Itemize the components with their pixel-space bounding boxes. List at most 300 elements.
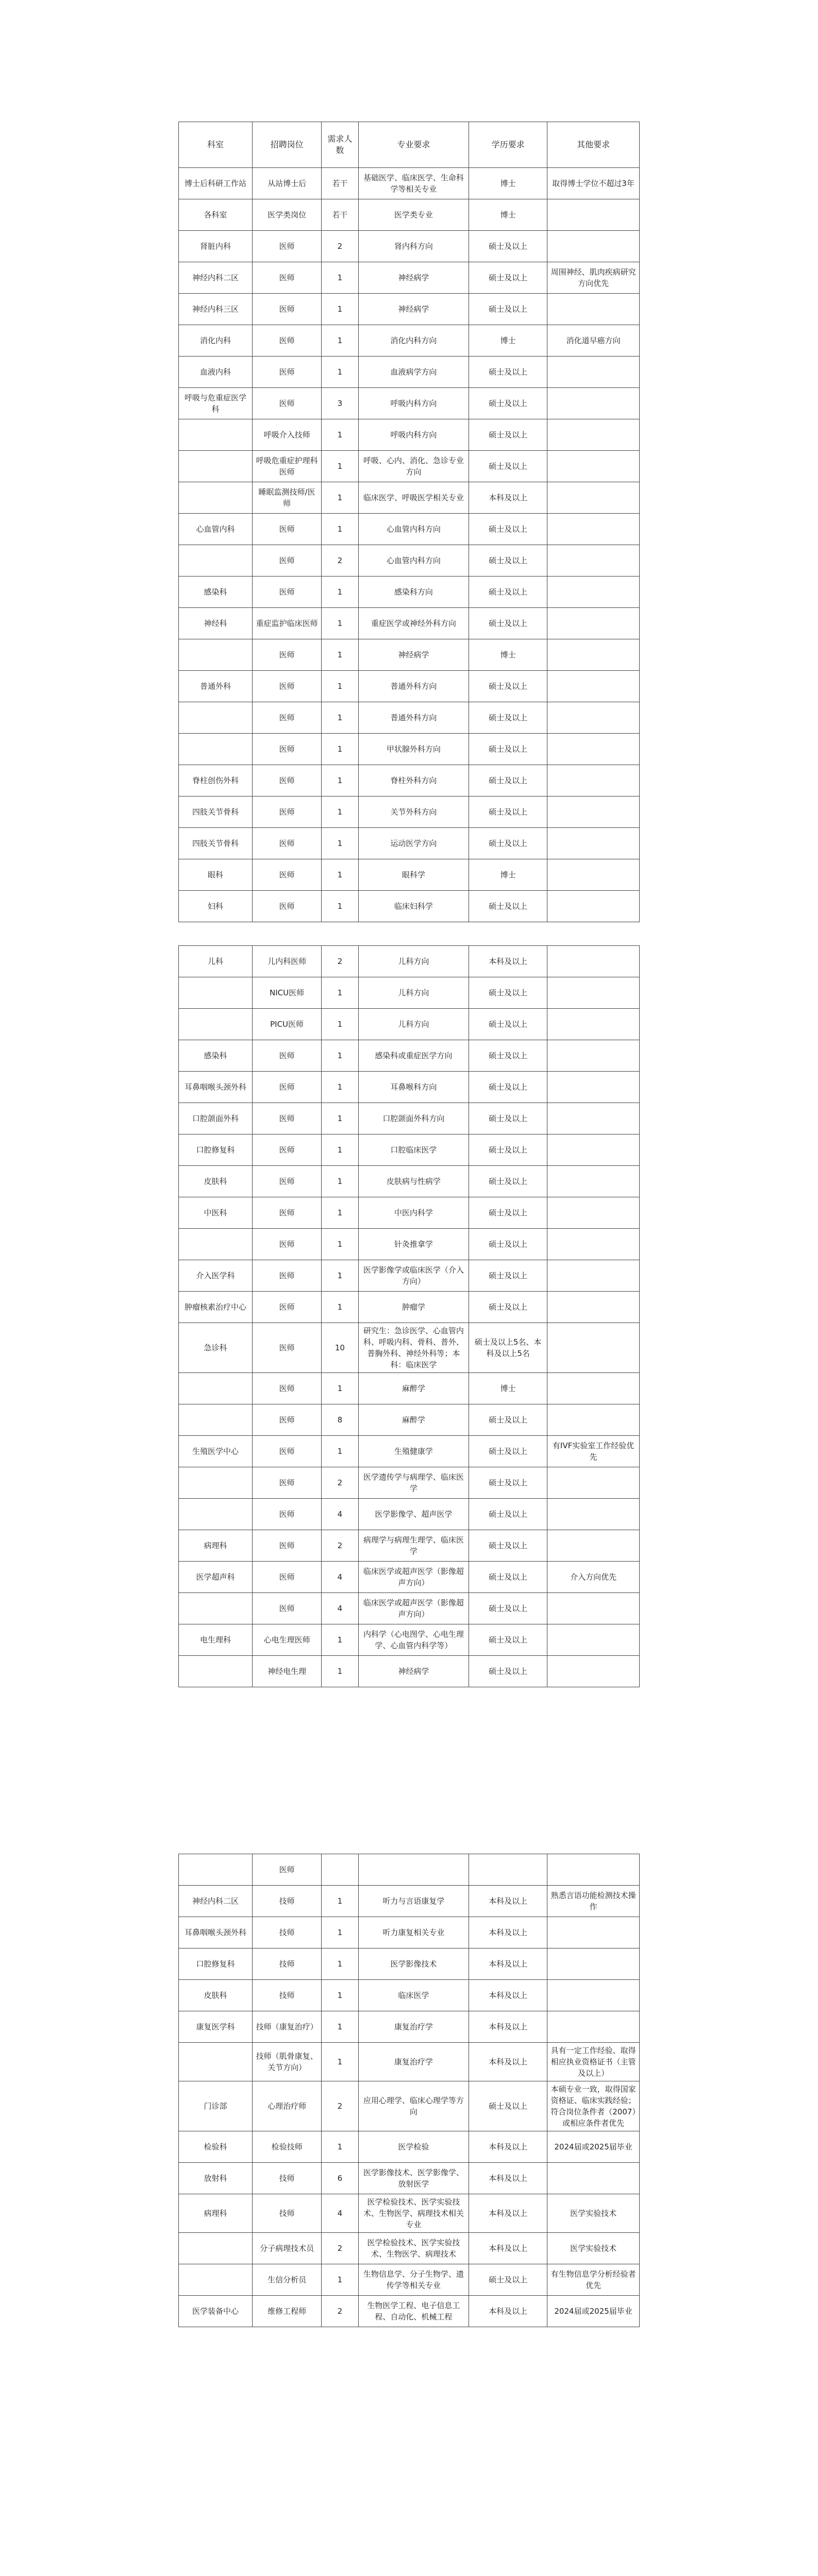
cell-department [179,545,253,577]
cell-degree: 硕士及以上 [469,734,547,765]
cell-count: 1 [322,1292,359,1323]
cell-position: 从站博士后 [253,168,322,199]
cell-major: 医学影像学或临床医学（介入方向） [358,1260,469,1292]
cell-department: 四肢关节骨科 [179,828,253,859]
cell-count: 1 [322,482,359,514]
cell-department [179,451,253,482]
cell-degree: 硕士及以上 [469,1229,547,1260]
cell-position: 医师 [253,1323,322,1373]
cell-other: 取得博士学位不超过3年 [547,168,640,199]
cell-department [179,1229,253,1260]
cell-position: 医师 [253,577,322,608]
cell-major: 运动医学方向 [358,828,469,859]
cell-major: 医学类专业 [358,199,469,231]
cell-other [547,639,640,671]
cell-department: 康复医学科 [179,2011,253,2043]
cell-department: 介入医学科 [179,1260,253,1292]
cell-other [547,1854,640,1886]
cell-major: 医学检验技术、医学实验技术、生物医学、病理技术 [358,2233,469,2264]
header-count: 需求人数 [322,122,359,168]
cell-major: 麻醉学 [358,1373,469,1404]
cell-count: 1 [322,1260,359,1292]
table-row [179,1040,640,1072]
cell-other [547,1404,640,1436]
cell-count: 2 [322,946,359,977]
table-row [179,1562,640,1593]
cell-major: 听力与言语康复学 [358,1886,469,1917]
cell-degree: 本科及以上 [469,2194,547,2233]
cell-degree: 博士 [469,199,547,231]
cell-position: 医师 [253,514,322,545]
cell-major: 心血管内科方向 [358,514,469,545]
cell-position: 医师 [253,1499,322,1530]
cell-major: 神经病学 [358,639,469,671]
cell-other [547,1499,640,1530]
cell-count: 4 [322,1499,359,1530]
cell-count: 1 [322,262,359,294]
cell-count: 2 [322,2233,359,2264]
cell-position: 医师 [253,639,322,671]
cell-degree: 硕士及以上 [469,1499,547,1530]
cell-major: 生物医学工程、电子信息工程、自动化、机械工程 [358,2296,469,2327]
cell-degree: 硕士及以上 [469,702,547,734]
cell-other: 周围神经、肌肉疾病研究方向优先 [547,262,640,294]
cell-count: 1 [322,608,359,639]
cell-department: 病理科 [179,1530,253,1562]
cell-department: 生殖医学中心 [179,1436,253,1467]
cell-position: 技师（康复治疗） [253,2011,322,2043]
page-sheet-3 [178,1854,640,2327]
cell-department [179,1593,253,1624]
cell-position: 重症监护临床医师 [253,608,322,639]
cell-degree: 硕士及以上 [469,765,547,796]
cell-department: 血液内科 [179,357,253,388]
cell-degree: 本科及以上 [469,2043,547,2081]
cell-other [547,734,640,765]
cell-count: 1 [322,891,359,922]
cell-position: 医师 [253,1166,322,1197]
cell-department [179,2233,253,2264]
cell-degree: 硕士及以上 [469,1656,547,1687]
cell-other: 熟悉言语功能检测技术操作 [547,1886,640,1917]
cell-department [179,734,253,765]
cell-degree: 本科及以上 [469,2163,547,2194]
cell-count: 1 [322,294,359,325]
cell-position: 医师 [253,859,322,891]
cell-degree: 硕士及以上 [469,891,547,922]
cell-other [547,1323,640,1373]
header-department: 科室 [179,122,253,168]
table-header-row [179,122,640,168]
cell-degree: 硕士及以上 [469,828,547,859]
cell-other [547,859,640,891]
cell-degree: 硕士及以上 [469,1260,547,1292]
recruitment-table [178,1854,640,2327]
table-row [179,946,640,977]
cell-count: 1 [322,2131,359,2163]
cell-department: 儿科 [179,946,253,977]
table-row [179,671,640,702]
cell-degree: 硕士及以上 [469,1009,547,1040]
cell-department [179,1499,253,1530]
cell-other: 有IVF实验室工作经验优先 [547,1436,640,1467]
cell-department: 放射科 [179,2163,253,2194]
cell-count: 1 [322,1229,359,1260]
table-row [179,357,640,388]
cell-other: 消化道早癌方向 [547,325,640,357]
cell-degree: 硕士及以上 [469,388,547,419]
cell-count: 1 [322,734,359,765]
cell-position: 医师 [253,1197,322,1229]
cell-other [547,891,640,922]
table-row [179,1436,640,1467]
table-row [179,1593,640,1624]
cell-other [547,199,640,231]
cell-count: 1 [322,325,359,357]
table-row [179,325,640,357]
cell-count: 1 [322,1373,359,1404]
cell-degree: 硕士及以上 [469,357,547,388]
cell-major: 口腔临床医学 [358,1134,469,1166]
cell-count: 1 [322,1197,359,1229]
cell-other [547,702,640,734]
table-row [179,1467,640,1499]
cell-count: 1 [322,765,359,796]
cell-other: 有生物信息学分析经验者优先 [547,2264,640,2296]
cell-position: 医师 [253,1072,322,1103]
cell-other [547,1624,640,1656]
cell-other [547,1948,640,1980]
cell-major: 重症医学或神经外科方向 [358,608,469,639]
cell-position: 神经电生理 [253,1656,322,1687]
cell-position: 技师 [253,1948,322,1980]
cell-position: 医师 [253,1229,322,1260]
cell-other [547,1166,640,1197]
cell-department: 神经科 [179,608,253,639]
cell-other [547,1980,640,2011]
cell-count: 4 [322,1593,359,1624]
table-row [179,1886,640,1917]
cell-position: 生信分析员 [253,2264,322,2296]
cell-count: 2 [322,1467,359,1499]
table-row [179,1229,640,1260]
cell-count: 1 [322,828,359,859]
cell-count: 若干 [322,199,359,231]
cell-position: 医师 [253,325,322,357]
cell-count: 1 [322,451,359,482]
cell-degree: 硕士及以上 [469,262,547,294]
cell-position: 儿内科医师 [253,946,322,977]
cell-degree: 硕士及以上 [469,1197,547,1229]
table-row [179,1134,640,1166]
cell-count: 10 [322,1323,359,1373]
table-row [179,2163,640,2194]
cell-department [179,2043,253,2081]
cell-degree: 本科及以上 [469,946,547,977]
cell-position: PICU医师 [253,1009,322,1040]
cell-department: 病理科 [179,2194,253,2233]
cell-count: 4 [322,1562,359,1593]
cell-position: 医师 [253,891,322,922]
header-other: 其他要求 [547,122,640,168]
cell-other [547,671,640,702]
cell-other: 2024届或2025届毕业 [547,2131,640,2163]
cell-count: 1 [322,2264,359,2296]
table-row [179,1323,640,1373]
cell-other [547,1260,640,1292]
cell-department: 博士后科研工作站 [179,168,253,199]
cell-department: 口腔修复科 [179,1134,253,1166]
cell-position: 技师 [253,1886,322,1917]
cell-department: 呼吸与危重症医学科 [179,388,253,419]
cell-position: 技师（肌骨康复、关节方向） [253,2043,322,2081]
cell-department [179,977,253,1009]
cell-count: 4 [322,2194,359,2233]
cell-other [547,1917,640,1948]
cell-department [179,1373,253,1404]
cell-position: 呼吸介入技师 [253,419,322,451]
cell-other [547,451,640,482]
cell-other [547,1656,640,1687]
cell-other [547,1103,640,1134]
cell-position: 技师 [253,1980,322,2011]
cell-major: 临床医学、呼吸医学相关专业 [358,482,469,514]
cell-position: 医师 [253,765,322,796]
cell-degree: 硕士及以上 [469,1593,547,1624]
cell-position: 呼吸危重症护理科医师 [253,451,322,482]
cell-major: 应用心理学、临床心理学等方向 [358,2081,469,2131]
cell-position: 医师 [253,231,322,262]
cell-count: 2 [322,231,359,262]
cell-department: 心血管内科 [179,514,253,545]
cell-degree: 硕士及以上 [469,1103,547,1134]
table-row [179,1854,640,1886]
cell-major: 儿科方向 [358,946,469,977]
cell-position: 医师 [253,1404,322,1436]
cell-other [547,388,640,419]
table-row [179,1072,640,1103]
table-row [179,796,640,828]
table-row [179,977,640,1009]
cell-other [547,2011,640,2043]
cell-department: 耳鼻咽喉头颈外科 [179,1917,253,1948]
cell-department [179,1656,253,1687]
cell-department: 感染科 [179,1040,253,1072]
cell-other: 2024届或2025届毕业 [547,2296,640,2327]
table-row [179,1917,640,1948]
cell-position: 医师 [253,1854,322,1886]
cell-degree: 博士 [469,859,547,891]
table-row [179,1103,640,1134]
cell-major: 研究生：急诊医学、心血管内科、呼吸内科、骨科、普外、普胸外科、神经外科等；本科：临床医学 [358,1323,469,1373]
cell-degree: 博士 [469,168,547,199]
table-row [179,1948,640,1980]
cell-degree: 硕士及以上 [469,1530,547,1562]
cell-position: 医师 [253,1040,322,1072]
cell-degree: 本科及以上 [469,1886,547,1917]
cell-other [547,1134,640,1166]
cell-degree: 本科及以上 [469,482,547,514]
cell-count: 1 [322,1980,359,2011]
cell-department [179,639,253,671]
cell-position: 医师 [253,357,322,388]
cell-department [179,1854,253,1886]
cell-other [547,231,640,262]
cell-count: 1 [322,859,359,891]
cell-department: 消化内科 [179,325,253,357]
table-row [179,639,640,671]
cell-other: 医学实验技术 [547,2194,640,2233]
cell-degree: 硕士及以上 [469,577,547,608]
cell-count: 6 [322,2163,359,2194]
table-row [179,859,640,891]
table-row [179,1292,640,1323]
table-row [179,2233,640,2264]
cell-major: 临床医学或超声医学（影像超声方向） [358,1593,469,1624]
cell-degree: 硕士及以上 [469,514,547,545]
cell-degree: 硕士及以上 [469,1072,547,1103]
cell-position: 医师 [253,1260,322,1292]
cell-position: 医师 [253,702,322,734]
cell-count: 1 [322,796,359,828]
cell-degree: 博士 [469,325,547,357]
cell-count: 2 [322,2296,359,2327]
cell-degree: 博士 [469,1373,547,1404]
table-row [179,1980,640,2011]
table-row [179,734,640,765]
cell-degree: 硕士及以上 [469,1436,547,1467]
cell-degree: 硕士及以上 [469,608,547,639]
cell-department: 皮肤科 [179,1166,253,1197]
cell-degree: 本科及以上 [469,1917,547,1948]
cell-major: 感染科或重症医学方向 [358,1040,469,1072]
cell-degree: 本科及以上 [469,2131,547,2163]
table-row [179,168,640,199]
cell-other [547,765,640,796]
cell-position: 医学类岗位 [253,199,322,231]
cell-major: 康复治疗学 [358,2043,469,2081]
cell-position: 医师 [253,1103,322,1134]
table-row [179,2296,640,2327]
cell-position: 心理治疗师 [253,2081,322,2131]
cell-other [547,946,640,977]
table-row [179,702,640,734]
cell-other: 具有一定工作经验、取得相应执业资格证书（主管及以上） [547,2043,640,2081]
header-degree: 学历要求 [469,122,547,168]
table-row [179,388,640,419]
cell-degree: 本科及以上 [469,1948,547,1980]
cell-count: 1 [322,639,359,671]
table-row [179,1166,640,1197]
cell-other [547,1373,640,1404]
table-row [179,1197,640,1229]
cell-major: 神经病学 [358,294,469,325]
cell-major: 内科学（心电图学、心电生理学、心血管内科学等） [358,1624,469,1656]
cell-other [547,1009,640,1040]
cell-count: 1 [322,1948,359,1980]
cell-position: 医师 [253,796,322,828]
table-row [179,1499,640,1530]
cell-position: 技师 [253,2163,322,2194]
cell-count: 1 [322,1103,359,1134]
cell-major: 医学影像技术、医学影像学、放射医学 [358,2163,469,2194]
cell-other [547,514,640,545]
cell-major: 眼科学 [358,859,469,891]
cell-major: 临床医学 [358,1980,469,2011]
table-row [179,1656,640,1687]
cell-other [547,1229,640,1260]
cell-department: 眼科 [179,859,253,891]
cell-position: 医师 [253,1467,322,1499]
cell-count: 1 [322,357,359,388]
table-row [179,545,640,577]
cell-department: 肿瘤核素治疗中心 [179,1292,253,1323]
cell-degree: 硕士及以上 [469,1624,547,1656]
cell-department: 妇科 [179,891,253,922]
cell-count: 3 [322,388,359,419]
recruitment-table [178,122,640,922]
cell-count: 2 [322,545,359,577]
cell-department: 脊柱创伤外科 [179,765,253,796]
cell-major: 关节外科方向 [358,796,469,828]
table-row [179,231,640,262]
cell-degree: 本科及以上 [469,1980,547,2011]
table-row [179,608,640,639]
cell-department: 神经内科三区 [179,294,253,325]
cell-major: 医学遗传学与病理学、临床医学 [358,1467,469,1499]
cell-position: 分子病理技术员 [253,2233,322,2264]
cell-position: 睡眠监测技师/医师 [253,482,322,514]
cell-position: 医师 [253,671,322,702]
cell-major: 生殖健康学 [358,1436,469,1467]
cell-other [547,482,640,514]
cell-degree: 硕士及以上 [469,1404,547,1436]
cell-count: 1 [322,1009,359,1040]
cell-department: 检验科 [179,2131,253,2163]
cell-position: NICU医师 [253,977,322,1009]
cell-degree: 硕士及以上 [469,671,547,702]
cell-department [179,1467,253,1499]
table-row [179,294,640,325]
cell-other [547,357,640,388]
cell-degree [469,1854,547,1886]
cell-major: 医学检验技术、医学实验技术、生物医学、病理技术相关专业 [358,2194,469,2233]
cell-position: 医师 [253,734,322,765]
table-row [179,2081,640,2131]
cell-other [547,608,640,639]
table-row [179,419,640,451]
cell-major: 耳鼻喉科方向 [358,1072,469,1103]
cell-major: 基础医学、临床医学、生命科学等相关专业 [358,168,469,199]
table-row [179,482,640,514]
page-sheet-2 [178,945,640,1687]
table-row [179,2194,640,2233]
cell-department: 医学装备中心 [179,2296,253,2327]
cell-position: 医师 [253,1134,322,1166]
cell-department: 口腔修复科 [179,1948,253,1980]
cell-major: 麻醉学 [358,1404,469,1436]
cell-count: 1 [322,1072,359,1103]
cell-major: 呼吸、心内、消化、急诊专业方向 [358,451,469,482]
cell-department [179,419,253,451]
table-row [179,765,640,796]
cell-other: 介入方向优先 [547,1562,640,1593]
cell-degree: 硕士及以上 [469,545,547,577]
cell-position: 医师 [253,294,322,325]
cell-position: 技师 [253,2194,322,2233]
cell-department: 电生理科 [179,1624,253,1656]
cell-position: 医师 [253,1292,322,1323]
